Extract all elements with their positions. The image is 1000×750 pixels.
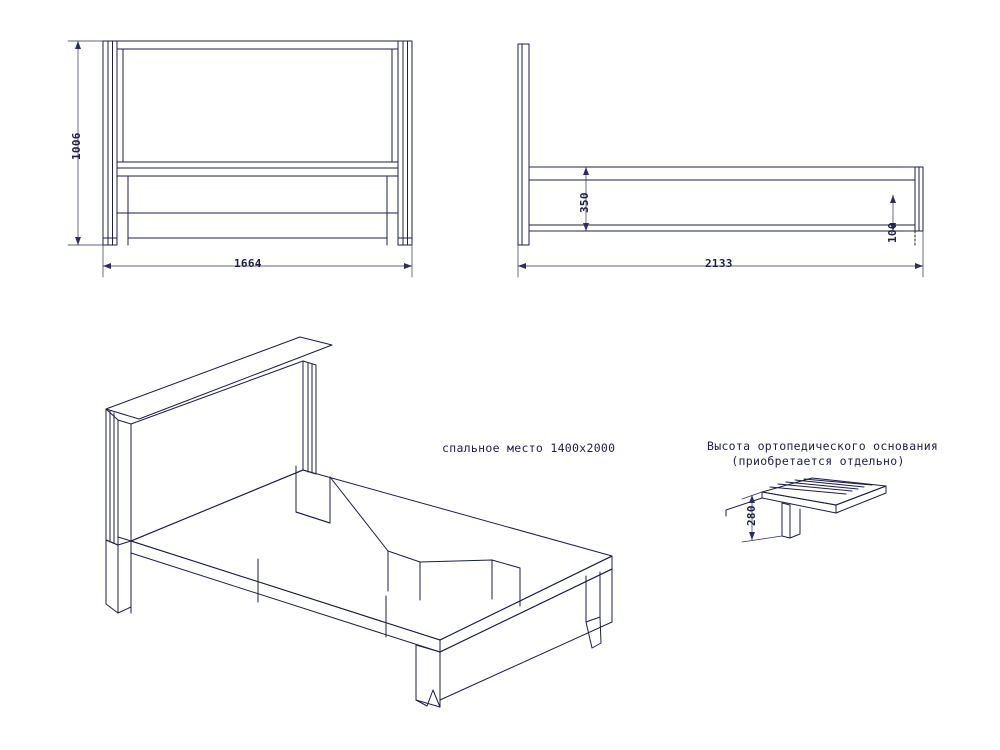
side-height-dimension-label: 350 <box>578 192 591 213</box>
side-elevation-geometry <box>518 44 923 245</box>
base-height-dimension-label: 280 <box>745 505 758 526</box>
front-width-dimension-label: 1664 <box>234 257 262 270</box>
sleeping-area-note: спальное место 1400x2000 <box>442 441 616 455</box>
side-foot-dimension-label: 100 <box>886 222 899 243</box>
base-note-line-1: Высота ортопедического основания <box>707 439 939 453</box>
front-elevation-geometry <box>103 41 412 245</box>
front-height-dimension-label: 1006 <box>70 132 83 160</box>
base-note-line-2: (приобретается отдельно) <box>731 454 905 468</box>
side-length-dimension-label: 2133 <box>705 257 733 270</box>
isometric-geometry <box>106 337 612 707</box>
front-elevation-dimensions <box>68 41 412 277</box>
